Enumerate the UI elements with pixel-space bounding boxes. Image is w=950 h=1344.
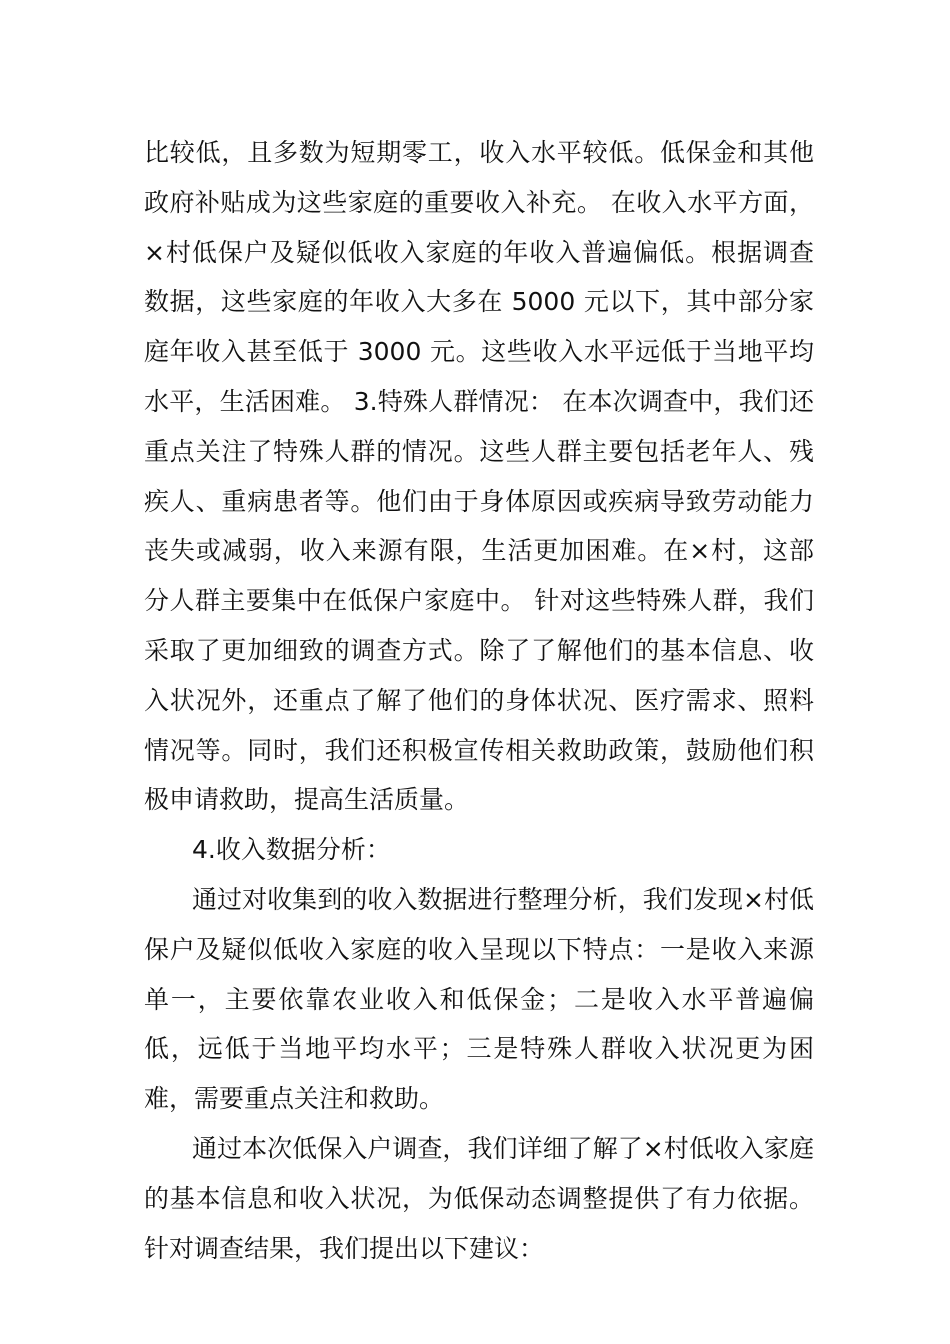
paragraph-income-characteristics: 通过对收集到的收入数据进行整理分析，我们发现×村低保户及疑似低收入家庭的收入呈现以下特点：一是收入来源单一，主要依靠农业收入和低保金；二是收入水平普遍偏低，远低于当地平均水平；三是特殊人群收入状况更为困难，需要重点关注和救助。: [144, 884, 814, 1114]
document-body: [144, 128, 814, 1273]
paragraph-conclusion: 通过本次低保入户调查，我们详细了解了×村低收入家庭的基本信息和收入状况，为低保动态调整提供了有力依据。针对调查结果，我们提出以下建议：: [144, 1133, 814, 1263]
paragraph-continuation: 比较低，且多数为短期零工，收入水平较低。低保金和其他政府补贴成为这些家庭的重要收入补充。 在收入水平方面，×村低保户及疑似低收入家庭的年收入普遍偏低。根据调查数据，这些家庭的年收入大多在 5000 元以下，其中部分家庭年收入甚至低于 3000 元。这些收入水平远低于当地平均水平，生活困难。 3.特殊人群情况： 在本次调查中，我们还重点关注了特殊人群的情况。这些人群主要包括老年人、残疾人、重病患者等。他们由于身体原因或疾病导致劳动能力丧失或减弱，收入来源有限，生活更加困难。在×村，这部分人群主要集中在低保户家庭中。 针对这些特殊人群，我们采取了更加细致的调查方式。除了了解他们的基本信息、收入状况外，还重点了解了他们的身体状况、医疗需求、照料情况等。同时，我们还积极宣传相关救助政策，鼓励他们积极申请救助，提高生活质量。: [144, 138, 814, 815]
section-heading-income-analysis: 4.收入数据分析：: [192, 835, 391, 865]
